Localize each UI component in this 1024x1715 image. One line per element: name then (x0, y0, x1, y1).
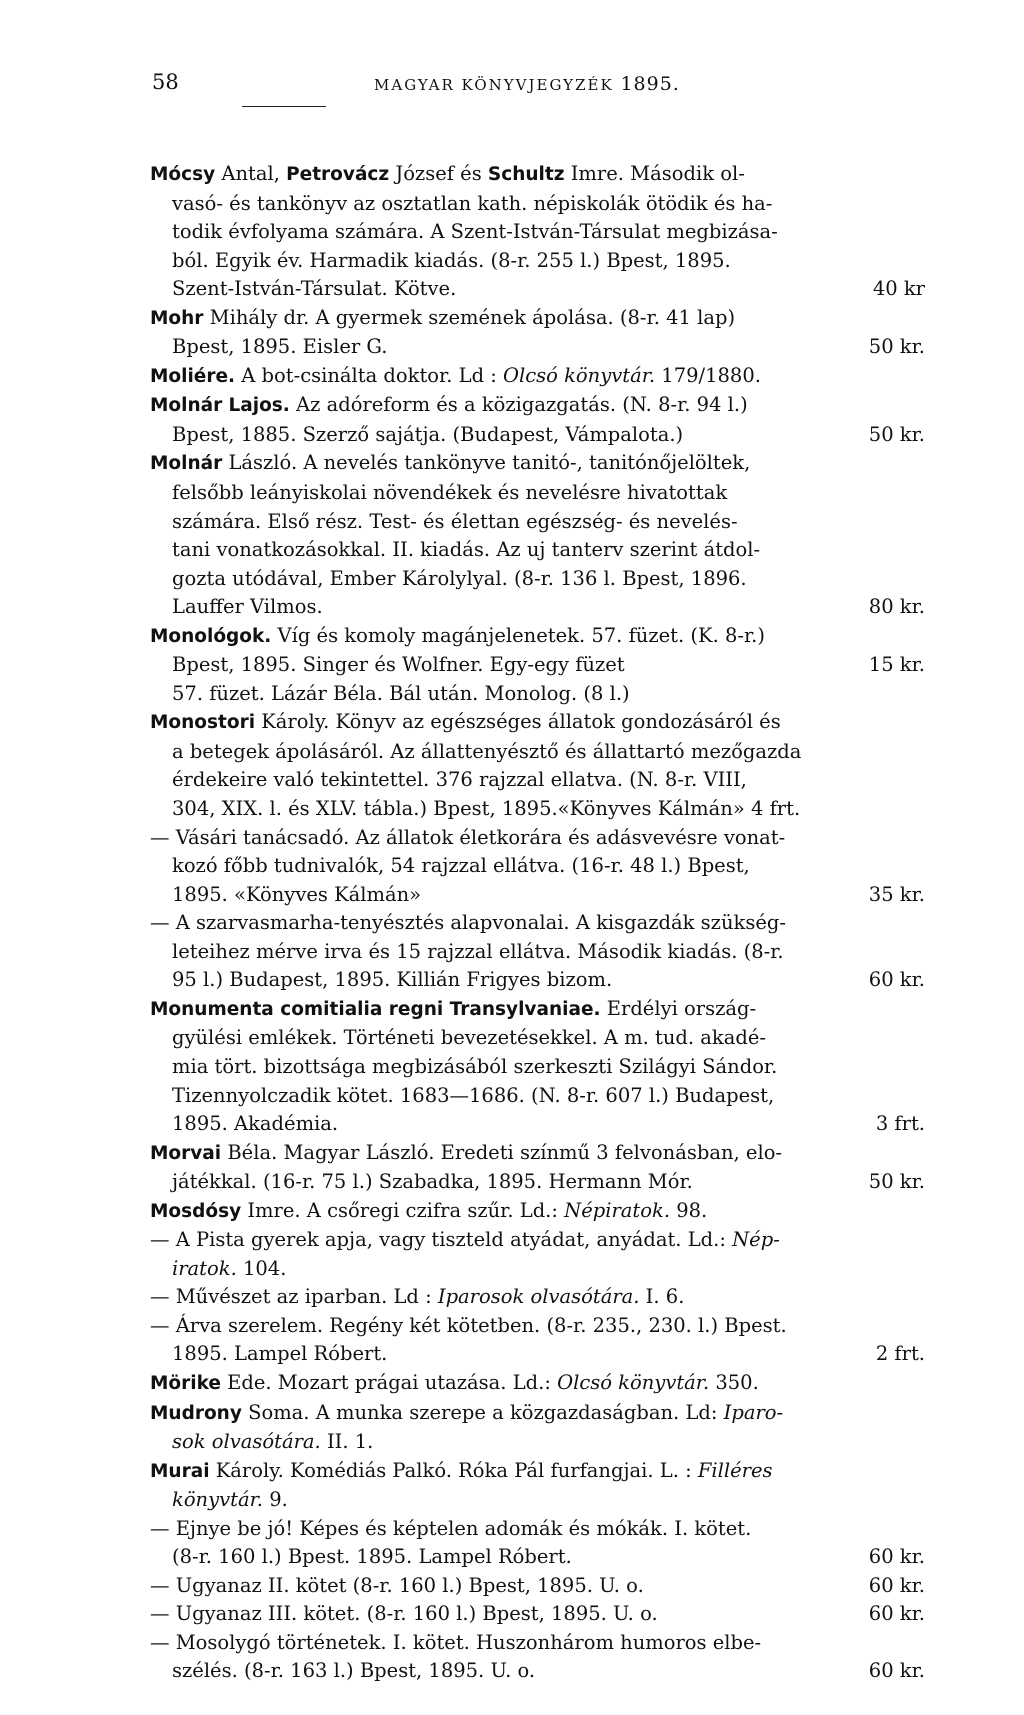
catalog-line (150, 391, 925, 421)
entry-text: a betegek ápolásáról. Az állattenyésztő és állattartó mezőgazda (172, 739, 802, 763)
entry-price: 15 kr. (868, 653, 925, 677)
catalog-line (150, 1139, 925, 1169)
entry-price: 35 kr. (868, 882, 925, 906)
entry-text: Az adóreform és a közigazgatás. (N. 8-r. 94 l.) (289, 393, 748, 417)
entry-reference: Iparo- (723, 1400, 784, 1424)
catalog-line (150, 1340, 925, 1369)
catalog-line (150, 852, 925, 881)
entry-price: 60 kr. (868, 1573, 925, 1597)
entry-text: játékkal. (16-r. 75 l.) Szabadka, 1895. Hermann Mór. (172, 1170, 693, 1194)
catalog-line (150, 622, 925, 652)
catalog-line (150, 966, 925, 995)
entry-text: tani vonatkozásokkal. II. kiadás. Az uj tanterv szerint átdol- (172, 538, 761, 562)
entry-text: Szent-István-Társulat. Kötve. (172, 277, 457, 301)
entry-text: Károly. Komédiás Palkó. Róka Pál furfangjai. L. : (209, 1458, 698, 1482)
entry-text: Imre. Második ol- (564, 162, 745, 185)
catalog-line (150, 275, 925, 304)
catalog-line (150, 1283, 925, 1312)
entry-text: ból. Egyik év. Harmadik kiadás. (8-r. 255 l.) Bpest, 1895. (172, 248, 731, 272)
catalog-line (150, 247, 925, 276)
entry-text: Imre. A csőregi czifra szűr. Ld.: (241, 1198, 565, 1222)
entry-author: Mörike (150, 1372, 221, 1394)
catalog-line (150, 1515, 925, 1544)
entry-author: Monológok. (150, 625, 272, 647)
catalog-line (150, 1600, 925, 1629)
entry-text: 95 l.) Budapest, 1895. Killián Frigyes bizom. (172, 968, 613, 992)
entry-text: gozta utódával, Ember Károlylyal. (8-r. 136 l. Bpest, 1896. (172, 566, 747, 590)
catalog-line (150, 1486, 925, 1515)
entry-reference: sok olvasótára. (172, 1430, 321, 1454)
page-number: 58 (152, 70, 179, 94)
entry-author: Mohr (150, 307, 204, 329)
catalog-line (150, 218, 925, 247)
catalog-line (150, 1428, 925, 1457)
catalog-line (150, 1255, 925, 1284)
entry-text: 304, XIX. l. és XLV. tábla.) Bpest, 1895.«Könyves Kálmán» 4 frt. (172, 797, 801, 821)
entry-text: József és (389, 162, 488, 185)
catalog-line (150, 1110, 925, 1139)
catalog-line (150, 909, 925, 938)
entry-text: mia tört. bizottsága megbizásából szerkeszti Szilágyi Sándor. (172, 1054, 778, 1078)
entry-text: — Vásári tanácsadó. Az állatok életkorára és adásvevésre vonat- (150, 825, 786, 849)
entry-reference: könyvtár. (172, 1488, 263, 1512)
entry-author: Mudrony (150, 1402, 242, 1424)
entry-text: Soma. A munka szerepe a közgazdaságban. Ld: (241, 1400, 724, 1424)
entry-text: felsőbb leányiskolai növendékek és nevelésre hivatottak (172, 481, 728, 505)
entry-text: leteihez mérve irva és 15 rajzzal ellátva. Második kiadás. (8-r. (172, 939, 784, 963)
header-rule (242, 106, 326, 107)
catalog-line (150, 362, 925, 392)
entry-text: 179/1880. (655, 363, 761, 387)
entry-author: Lajos. (228, 395, 290, 417)
entry-text: 1895. «Könyves Kálmán» (172, 882, 422, 906)
entry-text: 9. (263, 1488, 288, 1512)
catalog-line (150, 995, 925, 1025)
catalog-line (150, 449, 925, 479)
entry-price: 40 kr (872, 277, 925, 301)
entry-author: Schultz (487, 164, 565, 185)
entry-text: szélés. (8-r. 163 l.) Bpest, 1895. U. o. (172, 1659, 536, 1683)
entry-text: — Ejnye be jó! Képes és képtelen adomák és mókák. I. kötet. (150, 1516, 752, 1540)
entry-text: Bpest, 1885. Szerző sajátja. (Budapest, Vámpalota.) (172, 422, 684, 446)
catalog-line (150, 536, 925, 565)
entry-text: gyülési emlékek. Történeti bevezetésekkel. A m. tud. akadé- (172, 1026, 766, 1050)
entry-text: 1895. Akadémia. (172, 1112, 339, 1136)
page-header (152, 70, 932, 98)
entry-text: Erdélyi ország- (600, 996, 757, 1020)
catalog-line (150, 651, 925, 680)
entry-text: vasó- és tankönyv az osztatlan kath. népiskolák ötödik és ha- (172, 191, 773, 215)
catalog-line (150, 1369, 925, 1399)
entry-text: I. 6. (639, 1285, 685, 1309)
entry-author: Murai (150, 1460, 210, 1482)
entry-price: 60 kr. (868, 1602, 925, 1626)
entry-price: 60 kr. (868, 968, 925, 992)
entry-price: 50 kr. (868, 422, 925, 446)
entry-text: 350. (709, 1370, 759, 1394)
catalog-line (150, 1053, 925, 1082)
entry-text: — Árva szerelem. Regény két kötetben. (8-r. 235., 230. l.) Bpest. (150, 1313, 787, 1337)
entry-author: Monostori (150, 712, 256, 734)
entry-price: 2 frt. (875, 1342, 925, 1366)
entry-text: Béla. Magyar László. Eredeti színmű 3 felvonásban, elo- (221, 1140, 783, 1164)
entry-text: Károly. Könyv az egészséges állatok gondozásáról és (255, 710, 781, 734)
catalog-line (150, 1572, 925, 1601)
running-title-year: 1895. (620, 73, 680, 95)
entry-text: kozó főbb tudnivalók, 54 rajzzal ellátva. (16-r. 48 l.) Bpest, (172, 854, 750, 878)
entry-text: érdekeire való tekintettel. 376 rajzzal ellatva. (N. 8-r. VIII, (172, 768, 747, 792)
catalog-line (150, 1168, 925, 1197)
entry-author: Monumenta comitialia regni Transylvaniae. (150, 998, 601, 1020)
catalog-line (150, 795, 925, 824)
catalog-line (150, 333, 925, 362)
entry-price: 50 kr. (868, 335, 925, 359)
entry-reference: Nép- (732, 1228, 780, 1252)
running-title-text: MAGYAR KÖNYVJEGYZÉK (374, 76, 614, 94)
entry-price: 60 kr. (868, 1545, 925, 1569)
entry-reference: Olcsó könyvtár. (503, 363, 656, 387)
catalog-entries (150, 160, 925, 1686)
entry-author: Petrovácz (286, 164, 390, 185)
catalog-line (150, 881, 925, 910)
catalog-line (150, 160, 925, 190)
entry-text: Víg és komoly magánjelenetek. 57. füzet. (K. 8-r.) (271, 623, 765, 647)
entry-price: 3 frt. (875, 1112, 925, 1136)
catalog-line (150, 1543, 925, 1572)
entry-text: (8-r. 160 l.) Bpest. 1895. Lampel Róbert. (172, 1545, 572, 1569)
entry-text: Bpest, 1895. Singer és Wolfner. Egy-egy füzet (172, 653, 625, 677)
catalog-line (150, 938, 925, 967)
entry-text: Antal, (215, 162, 287, 185)
catalog-line (150, 1657, 925, 1686)
entry-text: számára. Első rész. Test- és élettan egészség- és nevelés- (172, 509, 738, 533)
entry-text: A bot-csinálta doktor. Ld : (235, 363, 504, 387)
catalog-line (150, 593, 925, 622)
entry-text: 98. (670, 1198, 708, 1222)
catalog-line (150, 304, 925, 334)
entry-text: — Ugyanaz III. kötet. (8-r. 160 l.) Bpest, 1895. U. o. (150, 1602, 658, 1626)
catalog-line (150, 1457, 925, 1487)
entry-text: — Ugyanaz II. kötet (8-r. 160 l.) Bpest, 1895. U. o. (150, 1573, 644, 1597)
entry-author: Morvai (150, 1142, 222, 1164)
catalog-line (150, 1082, 925, 1111)
entry-text: todik évfolyama számára. A Szent-István-Társulat megbizása- (172, 220, 778, 244)
catalog-line (150, 1629, 925, 1658)
catalog-line (150, 1226, 925, 1255)
running-title (374, 73, 680, 95)
catalog-line (150, 1399, 925, 1429)
entry-text: 104. (236, 1256, 287, 1280)
entry-text: László. A nevelés tankönyve tanitó-, tanitónőjelöltek, (222, 451, 751, 475)
entry-price: 60 kr. (868, 1659, 925, 1683)
entry-author: Mosdósy (150, 1200, 242, 1222)
catalog-line (150, 479, 925, 508)
entry-reference: iratok. (172, 1256, 237, 1280)
entry-author: Molnár (150, 395, 223, 417)
catalog-line (150, 680, 925, 709)
catalog-line (150, 824, 925, 853)
catalog-line (150, 565, 925, 594)
catalog-line (150, 738, 925, 767)
entry-reference: Olcsó könyvtár. (557, 1370, 710, 1394)
catalog-line (150, 421, 925, 450)
entry-text: 57. füzet. Lázár Béla. Bál után. Monolog. (8 l.) (172, 681, 630, 705)
entry-price: 80 kr. (868, 595, 925, 619)
entry-author: Mócsy (150, 164, 216, 185)
entry-text: II. 1. (320, 1430, 374, 1454)
entry-reference: Filléres (697, 1458, 773, 1482)
entry-text: Bpest, 1895. Eisler G. (172, 335, 388, 359)
entry-text: Lauffer Vilmos. (172, 595, 323, 619)
entry-text: — Mosolygó történetek. I. kötet. Huszonhárom humoros elbe- (150, 1630, 762, 1654)
catalog-line (150, 508, 925, 537)
catalog-line (150, 708, 925, 738)
entry-author: Molnár (150, 453, 223, 475)
entry-text: — A szarvasmarha-tenyésztés alapvonalai. A kisgazdák szükség- (150, 911, 786, 935)
entry-reference: Iparosok olvasótára. (437, 1285, 640, 1309)
entry-text: Ede. Mozart prágai utazása. Ld.: (220, 1370, 558, 1394)
entry-text: 1895. Lampel Róbert. (172, 1342, 388, 1366)
entry-price: 50 kr. (868, 1170, 925, 1194)
catalog-line (150, 190, 925, 219)
catalog-line (150, 1024, 925, 1053)
entry-text: Tizennyolczadik kötet. 1683—1686. (N. 8-r. 607 l.) Budapest, (172, 1083, 775, 1107)
entry-text: — Művészet az iparban. Ld : (150, 1285, 438, 1309)
catalog-line (150, 1197, 925, 1227)
entry-text: Mihály dr. A gyermek szemének ápolása. (8-r. 41 lap) (203, 305, 736, 329)
entry-reference: Népiratok. (564, 1198, 671, 1222)
entry-text: — A Pista gyerek apja, vagy tiszteld atyádat, anyádat. Ld.: (150, 1228, 733, 1252)
catalog-line (150, 1312, 925, 1341)
entry-author: Moliére. (150, 365, 236, 387)
catalog-line (150, 766, 925, 795)
